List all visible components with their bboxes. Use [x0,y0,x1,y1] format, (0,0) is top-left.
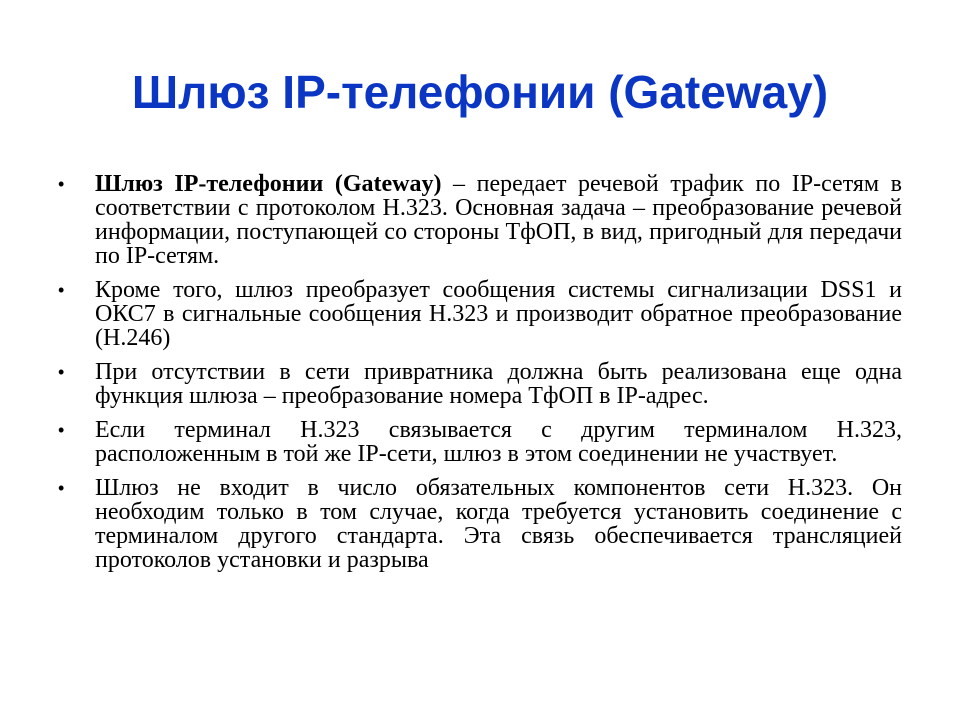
bullet-dot-icon: • [58,362,65,382]
bullet-text: Кроме того, шлюз преобразует сообщения системы сигнализации DSS1 и ОКС7 в сигнальные сообщения H.323 и производит обратное преобразование (H.246) [95,277,902,351]
bullet-text: – передает речевой трафик по IP-сетям в соответствии с протоколом H.323. Основная задача – преобразование речевой информации, поступающей со стороны ТфОП, в вид, пригодный для передачи по IP-сетям. [95,171,902,269]
bullet-bold-lead: Шлюз IP-телефонии (Gateway) [95,171,442,197]
bullet-item [58,172,902,268]
bullet-item [58,278,902,350]
bullet-dot-icon: • [58,478,65,498]
bullet-text: При отсутствии в сети привратника должна быть реализована еще одна функция шлюза – преобразование номера ТфОП в IP-адрес. [95,359,902,409]
bullet-item [58,418,902,466]
bullet-text: Шлюз не входит в число обязательных компонентов сети H.323. Он необходим только в том случае, когда требуется установить соединение с терминалом другого стандарта. Эта связь обеспечивается трансляцией протоколов установки и разрыва [95,475,902,573]
bullet-item [58,476,902,572]
bullet-dot-icon: • [58,420,65,440]
slide-title: Шлюз IP-телефонии (Gateway) [131,66,829,118]
bullet-dot-icon: • [58,280,65,300]
bullet-dot-icon: • [58,174,65,194]
bullet-item [58,360,902,408]
bullet-list [58,172,902,582]
bullet-text: Если терминал H.323 связывается с другим терминалом H.323, расположенным в той же IP-сети, шлюз в этом соединении не участвует. [95,417,902,467]
